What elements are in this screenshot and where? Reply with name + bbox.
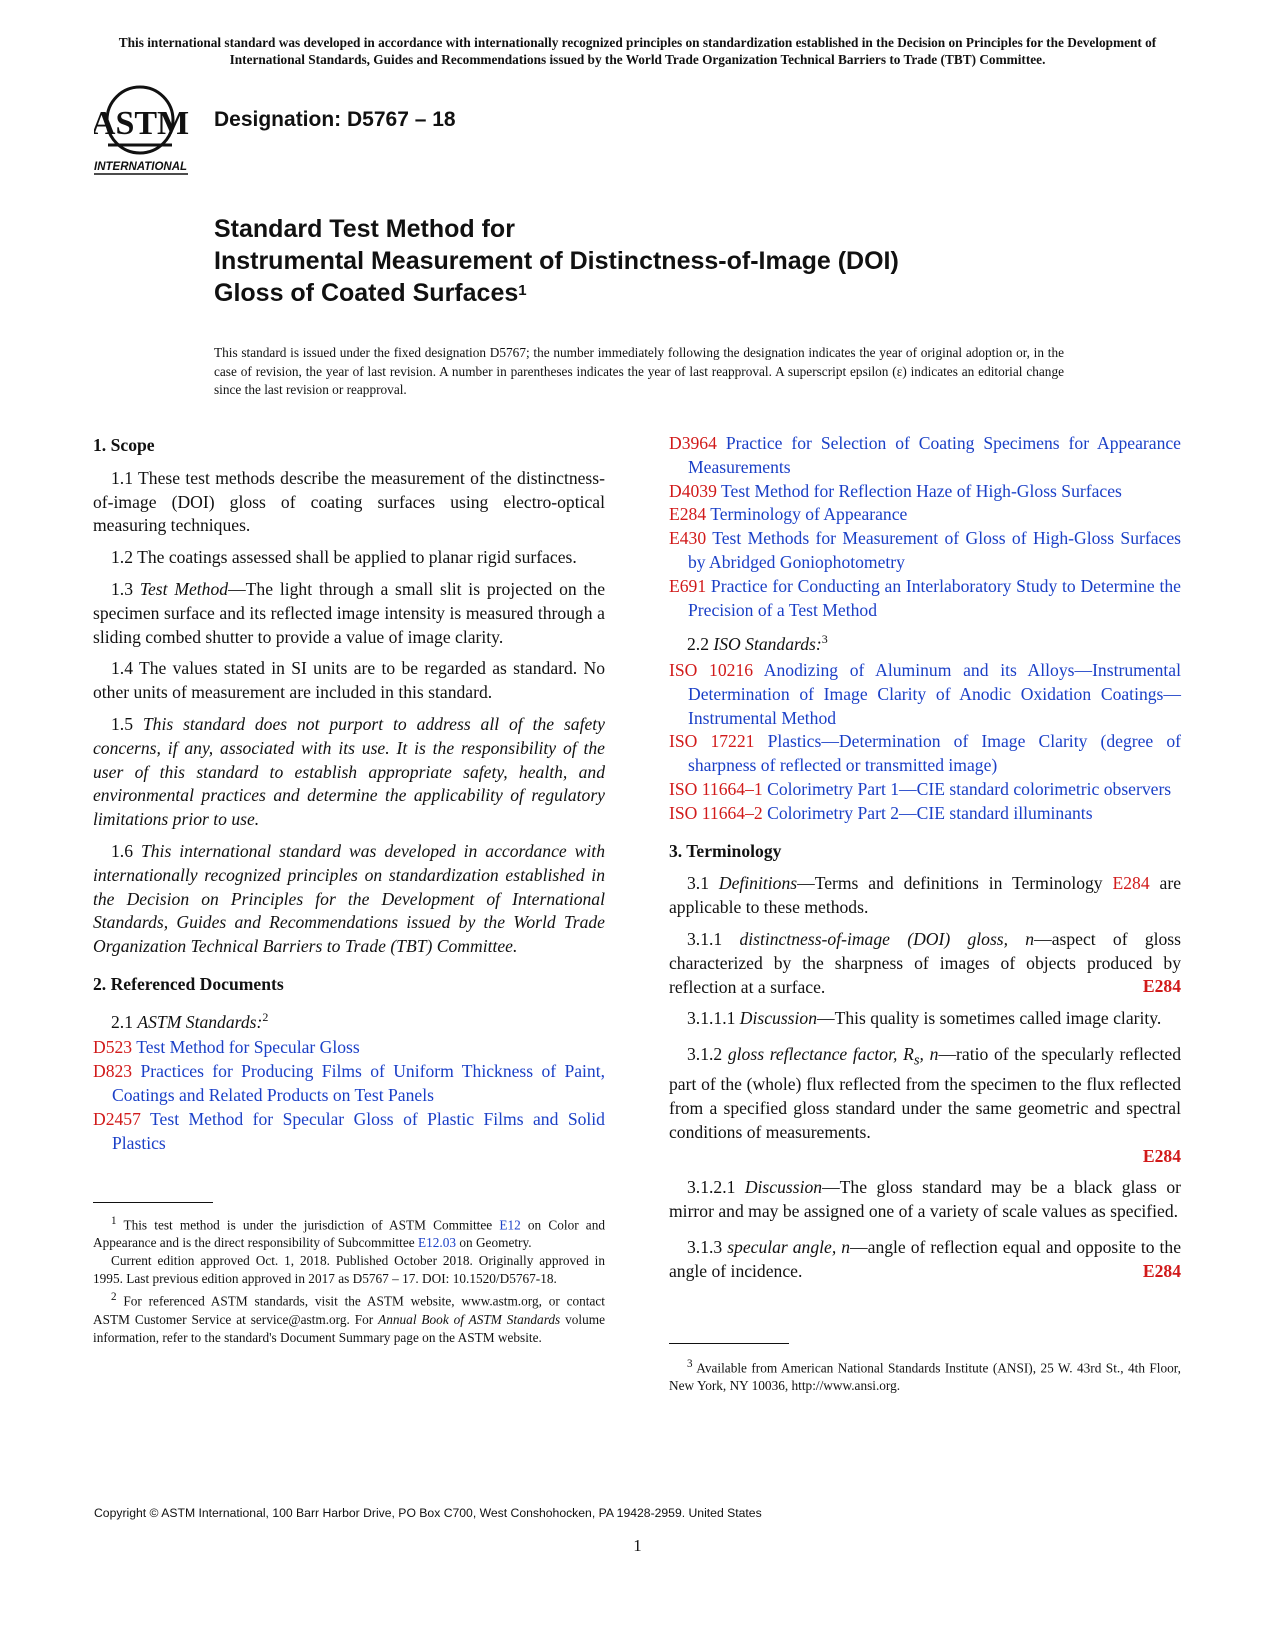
term-3-1-3: 3.1.3 specular angle, n—angle of reflection equal and opposite to the angle of incidence.	[669, 1237, 1182, 1281]
designation: Designation: D5767 – 18	[214, 108, 456, 131]
term-3-1: 3.1 Definitions—Terms and definitions in Terminology E284 are applicable to these methods.	[669, 873, 1182, 918]
iso-standards-label: 2.2 ISO Standards:$^3$	[687, 632, 828, 655]
footnote-3: $^3$ Available from American National Standards Institute (ANSI), 25 W. 43rd St., 4th Floor, New York, NY 10036, http://www.ansi.org.	[669, 1358, 1181, 1394]
ref-d523[interactable]: D523 Test Method for Specular Gloss	[93, 1037, 360, 1058]
ref-iso-11664-2[interactable]: ISO 11664–2 Colorimetry Part 2—CIE standard illuminants	[669, 802, 1093, 823]
left-column	[93, 434, 605, 1155]
referenced-heading: 2. Referenced Documents	[93, 973, 284, 994]
title-line-3: Gloss of Coated Surfaces	[214, 279, 519, 307]
copyright-footer: Copyright © ASTM International, 100 Barr Harbor Drive, PO Box C700, West Conshohocken, PA 19428-2959. United States	[94, 1506, 762, 1520]
scope-1-2: 1.2 The coatings assessed shall be applied to planar rigid surfaces.	[111, 547, 577, 568]
link-e284-terminology[interactable]: E284	[1112, 873, 1150, 894]
term-3-1-1: 3.1.1 distinctness-of-image (DOI) gloss, n—aspect of gloss characterized by the sharpness of images of objects produced by reflection at a surface.	[669, 929, 1181, 997]
footnote-2: $^2$ For referenced ASTM standards, visit the ASTM website, www.astm.org, or contact ASTM Customer Service at service@astm.org. For Annual Book of ASTM Standards volume information, refer to the standard's Document Summary page on the ASTM website.	[93, 1291, 605, 1345]
ref-iso-10216[interactable]: ISO 10216 Anodizing of Aluminum and its Alloys—Instrumental Determination of Image Clarity of Anodic Oxidation Coatings—Instrumental Method	[669, 660, 1181, 728]
term-3-1-3-source[interactable]: E284	[1142, 1260, 1181, 1281]
ref-iso-11664-1[interactable]: ISO 11664–1 Colorimetry Part 1—CIE standard colorimetric observers	[669, 779, 1172, 800]
astm-standards-label: 2.1 ASTM Standards:$^2$	[111, 1009, 269, 1032]
scope-1-4: 1.4 The values stated in SI units are to be regarded as standard. No other units of measurement are included in this standard.	[93, 658, 605, 703]
link-e12-03[interactable]: E12.03	[417, 1235, 456, 1251]
astm-footnote-ref[interactable]: 2	[262, 1009, 269, 1024]
page-number: 1	[633, 1536, 642, 1555]
term-3-1-2: 3.1.2 gloss reflectance factor, $R_s$, n—ratio of the specularly reflected part of the (whole) flux reflected from the specimen to the flux reflected from a specified gloss standard under the same geometric and spectral conditions of measurements.	[669, 1043, 1181, 1142]
title-footnote-ref[interactable]: 1	[518, 282, 527, 299]
ref-e691[interactable]: E691 Practice for Conducting an Interlaboratory Study to Determine the Precision of a Test Method	[669, 575, 1181, 620]
scope-1-1: 1.1 These test methods describe the measurement of the distinctness-of-image (DOI) gloss of coating surfaces using electro-optical measuring techniques.	[93, 467, 605, 536]
term-3-1-2-1: 3.1.2.1 Discussion—The gloss standard may be a black glass or mirror and may be assigned one of a variety of scale values as specified.	[669, 1177, 1181, 1222]
issue-note: This standard is issued under the fixed designation D5767; the number immediately following the designation indicates the year of original adoption or, in the case of revision, the year of last revision. A number in parentheses indicates the year of last reapproval. A superscript epsilon (ε) indicates an editorial change since the last revision or reapproval.	[214, 345, 1064, 397]
astm-logo	[94, 82, 198, 178]
iso-footnote-ref[interactable]: 3	[821, 632, 828, 647]
scope-1-6: 1.6 This international standard was developed in accordance with internationally recognized principles on standardization established in the Decision on Principles for the Development of International Standards, Guides and Recommendations issued by the World Trade Organization Technical Barriers to Trade (TBT) Committee.	[93, 840, 605, 957]
ref-d823[interactable]: D823 Practices for Producing Films of Uniform Thickness of Paint, Coatings and Related Products on Test Panels	[93, 1061, 606, 1105]
scope-heading: 1. Scope	[93, 435, 155, 455]
scope-1-3: 1.3 Test Method—The light through a small slit is projected on the specimen surface and its reflected image intensity is measured through a sliding combed shutter to provide a value of image clarity.	[93, 578, 606, 647]
footnote-rule-left	[93, 1202, 213, 1203]
term-3-1-1-source[interactable]: E284	[1142, 976, 1181, 997]
ref-d4039[interactable]: D4039 Test Method for Reflection Haze of High-Gloss Surfaces	[669, 480, 1122, 501]
term-3-1-2-source[interactable]: E284	[1142, 1145, 1181, 1166]
footnotes-left	[93, 1212, 605, 1347]
compliance-notice: This international standard was developed in accordance with internationally recognized principles on standardization established in the Decision on Principles for the Development of International Standards, Guides and Recommendations issued by the World Trade Organization Technical Barriers to Trade (TBT) Committee.	[118, 35, 1157, 67]
logo-wordmark: INTERNATIONAL	[94, 161, 188, 173]
title-line-1: Standard Test Method for	[214, 215, 515, 243]
right-column	[669, 432, 1181, 1283]
ref-iso-17221[interactable]: ISO 17221 Plastics—Determination of Image Clarity (degree of sharpness of reflected or transmitted image)	[669, 731, 1181, 776]
footnote-1-edition: Current edition approved Oct. 1, 2018. Published October 2018. Originally approved in 1995. Last previous edition approved in 2017 as D5767 – 17. DOI: 10.1520/D5767-18.	[93, 1253, 605, 1287]
footnotes-right	[669, 1355, 1181, 1395]
ref-e284[interactable]: E284 Terminology of Appearance	[669, 504, 908, 525]
ref-e430[interactable]: E430 Test Methods for Measurement of Gloss of High-Gloss Surfaces by Abridged Goniophotometry	[669, 528, 1181, 572]
ref-d2457[interactable]: D2457 Test Method for Specular Gloss of Plastic Films and Solid Plastics	[93, 1108, 605, 1153]
ref-d3964[interactable]: D3964 Practice for Selection of Coating Specimens for Appearance Measurements	[669, 433, 1181, 477]
link-e12[interactable]: E12	[499, 1217, 521, 1233]
term-3-1-1-1: 3.1.1.1 Discussion—This quality is sometimes called image clarity.	[687, 1008, 1162, 1029]
svg-text:ASTM: ASTM	[94, 105, 190, 142]
document-title	[214, 213, 899, 309]
footnote-rule-right	[669, 1343, 789, 1344]
terminology-heading: 3. Terminology	[669, 840, 782, 861]
title-line-2: Instrumental Measurement of Distinctness-of-Image (DOI)	[214, 247, 899, 275]
footnote-1: $^1$ This test method is under the jurisdiction of ASTM Committee E12 on Color and Appearance and is the direct responsibility of Subcommittee E12.03 on Geometry.	[93, 1215, 605, 1251]
scope-1-5: 1.5 This standard does not purport to address all of the safety concerns, if any, associated with its use. It is the responsibility of the user of this standard to establish appropriate safety, health, and environmental practices and determine the applicability of regulatory limitations prior to use.	[93, 713, 605, 830]
